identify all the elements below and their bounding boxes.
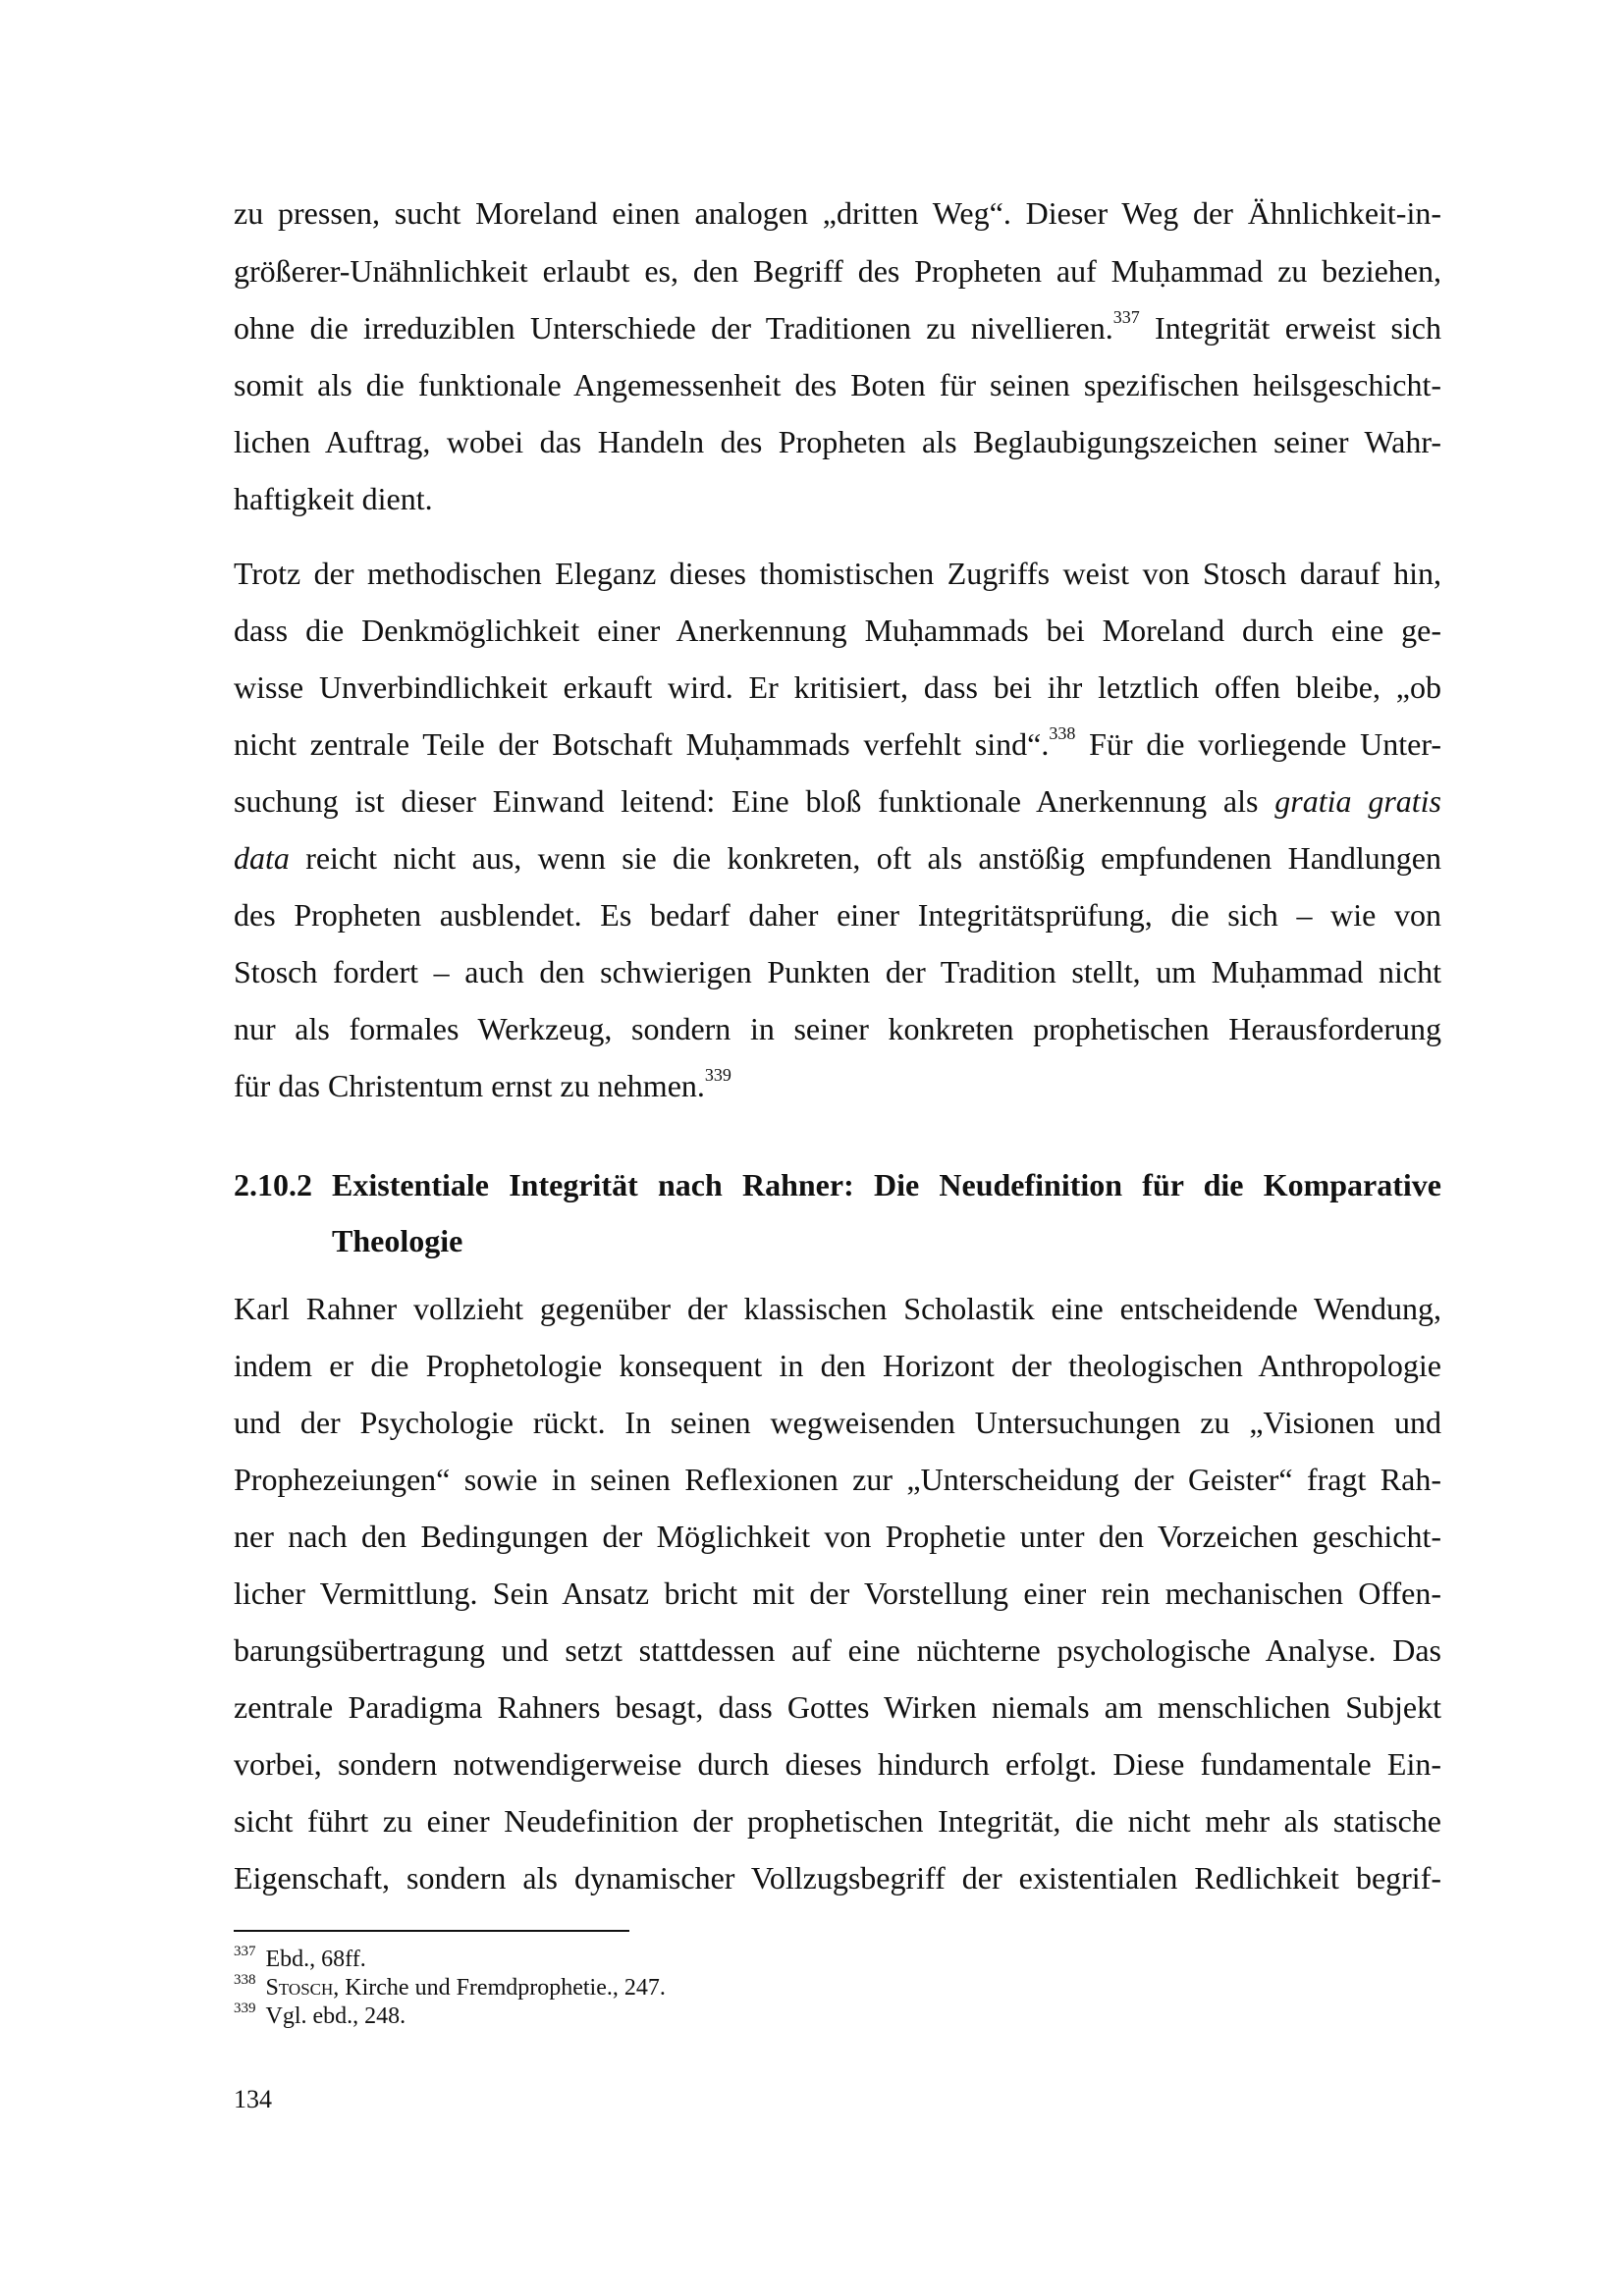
footnote-338 xyxy=(234,1974,666,2002)
text-line: des Propheten ausblendet. Es bedarf daher einer Integritätsprüfung, die sich – wie von xyxy=(234,897,1441,933)
text-line: Stosch fordert – auch den schwierigen Punkten der Tradition stellt, um Muḥammad nicht xyxy=(234,954,1441,989)
latin-term: gratia gratis xyxy=(1274,783,1442,819)
text-line: ner nach den Bedingungen der Möglichkeit von Prophetie unter den Vorzeichen geschicht- xyxy=(234,1519,1441,1554)
text-segment: nicht zentrale Teile der Botschaft Muḥammads verfehlt sind“. xyxy=(234,726,1050,762)
footnote-divider xyxy=(234,1930,629,1932)
section-heading xyxy=(234,1165,1441,1204)
text-line: Karl Rahner vollzieht gegenüber der klassischen Scholastik eine entscheidende Wendung, xyxy=(234,1291,1441,1326)
text-segment: Integrität erweist sich xyxy=(1139,310,1441,346)
text-line: sicht führt zu einer Neudefinition der prophetischen Integrität, die nicht mehr als statische xyxy=(234,1803,1441,1839)
text-line: größerer-Unähnlichkeit erlaubt es, den Begriff des Propheten auf Muḥammad zu beziehen, xyxy=(234,253,1441,289)
footnote-339 xyxy=(234,2002,406,2030)
text-line: barungsübertragung und setzt stattdessen auf eine nüchterne psychologische Analyse. Das xyxy=(234,1632,1441,1668)
text-line: vorbei, sondern notwendigerweise durch dieses hindurch erfolgt. Diese fundamentale Ein- xyxy=(234,1746,1441,1782)
text-line xyxy=(234,308,1441,347)
footnote-ref[interactable]: 337 xyxy=(1112,307,1140,328)
text-line xyxy=(234,838,1441,878)
footnote-text: Vgl. ebd., 248. xyxy=(265,2003,406,2029)
text-line: indem er die Prophetologie konsequent in den Horizont der theologischen Anthropologie xyxy=(234,1348,1441,1383)
text-line: zentrale Paradigma Rahners besagt, dass Gottes Wirken niemals am menschlichen Subjekt xyxy=(234,1689,1441,1725)
text-line: zu pressen, sucht Moreland einen analogen „dritten Weg“. Dieser Weg der Ähnlichkeit-in- xyxy=(234,195,1441,231)
text-line: lichen Auftrag, wobei das Handeln des Propheten als Beglaubigungszeichen seiner Wahr- xyxy=(234,424,1441,459)
text-segment: suchung ist dieser Einwand leitend: Eine bloß funktionale Anerkennung als xyxy=(234,783,1275,819)
text-line: Prophezeiungen“ sowie in seinen Reflexionen zur „Unterscheidung der Geister“ fragt Rah- xyxy=(234,1462,1441,1497)
section-title: Existentiale Integrität nach Rahner: Die Neudefinition für die Komparative xyxy=(332,1167,1441,1202)
text-line: somit als die funktionale Angemessenheit des Boten für seinen spezifischen heilsgeschicht- xyxy=(234,367,1441,402)
text-segment: ohne die irreduziblen Unterschiede der Traditionen zu nivellieren. xyxy=(234,310,1113,346)
footnote-ref[interactable]: 338 xyxy=(1049,723,1076,744)
text-line: Eigenschaft, sondern als dynamischer Vollzugsbegriff der existentialen Redlichkeit begrif- xyxy=(234,1860,1441,1896)
text-line xyxy=(234,781,1441,821)
footnote-number: 338 xyxy=(234,1972,256,1988)
section-number: 2.10.2 xyxy=(234,1167,312,1202)
page-number: 134 xyxy=(234,2085,272,2113)
footnote-number: 339 xyxy=(234,2001,256,2016)
text-line xyxy=(234,1066,1441,1105)
text-line: dass die Denkmöglichkeit einer Anerkennung Muḥammads bei Moreland durch eine ge- xyxy=(234,613,1441,648)
footnote-text: Ebd., 68ff. xyxy=(265,1947,366,1972)
footnote-author: Stosch xyxy=(265,1975,334,2001)
section-title-continued: Theologie xyxy=(332,1223,463,1258)
text-line: licher Vermittlung. Sein Ansatz bricht mit der Vorstellung einer rein mechanischen Offen- xyxy=(234,1575,1441,1611)
text-line xyxy=(234,724,1441,764)
text-segment: reicht nicht aus, wenn sie die konkreten, oft als anstößig empfundenen Handlungen xyxy=(289,840,1441,876)
text-segment: für das Christentum ernst zu nehmen. xyxy=(234,1068,705,1103)
text-line: haftigkeit dient. xyxy=(234,481,433,516)
text-line: wisse Unverbindlichkeit erkauft wird. Er kritisiert, dass bei ihr letztlich offen bleibe, „ob xyxy=(234,669,1441,705)
text-line: nur als formales Werkzeug, sondern in seiner konkreten prophetischen Herausforderung xyxy=(234,1011,1441,1046)
footnote-337 xyxy=(234,1946,366,1973)
text-segment: Für die vorliegende Unter- xyxy=(1075,726,1442,762)
text-line: Trotz der methodischen Eleganz dieses thomistischen Zugriffs weist von Stosch darauf hin, xyxy=(234,556,1441,591)
footnote-ref[interactable]: 339 xyxy=(704,1065,731,1086)
footnote-text: , Kirche und Fremdprophetie., 247. xyxy=(333,1975,666,2001)
footnote-number: 337 xyxy=(234,1944,256,1959)
latin-term: data xyxy=(234,840,290,876)
text-line: und der Psychologie rückt. In seinen wegweisenden Untersuchungen zu „Visionen und xyxy=(234,1405,1441,1440)
